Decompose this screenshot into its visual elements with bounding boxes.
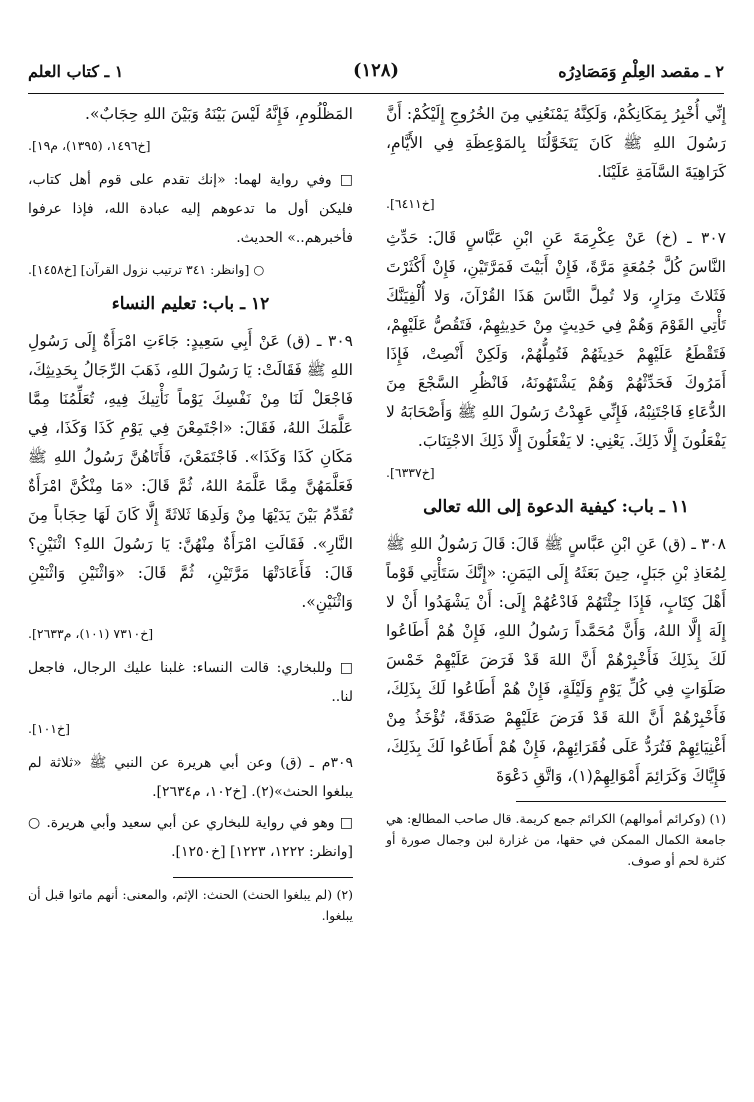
hadith-308: ٣٠٨ ـ (ق) عَنِ ابْنِ عَبَّاسٍ ﷺ قَالَ: قَالَ رَسُولُ اللهِ ﷺ لِمُعَاذِ بْنِ جَبَلٍ، حِينَ بَعَثَهُ إِلَى اليَمَنِ: «إِنَّكَ سَتَأْتِي قَوْماً أَهْلَ كِتَابٍ، فَإِذَا جِئْتَهُمْ فَادْعُهُمْ إِلَى: أَنْ يَشْهَدُوا أَنْ لا إِلَهَ إِلَّا اللهُ، وَأَنَّ مُحَمَّداً رَسُولُ اللهِ، فَإِنْ هُمْ أَطَاعُوا لَكَ بِذَلِكَ فَأَخْبِرْهُمْ أَنَّ اللهَ قَدْ فَرَضَ عَلَيْهِمْ خَمْسَ صَلَوَاتٍ فِي كُلِّ يَوْمٍ وَلَيْلَةٍ، فَإِنْ هُمْ أَطَاعُوا لَكَ بِذَلِكَ، فَأَخْبِرْهُمْ أَنَّ اللهَ قَدْ فَرَضَ عَلَيْهِمْ صَدَقَةً، تُؤْخَذُ مِنْ أَغْنِيَائِهِمْ فَتُرَدُّ عَلَى فُقَرَائِهِمْ، فَإِنْ هُمْ أَطَاعُوا لَكَ بِذَلِكَ، فَإِيَّاكَ وَكَرَائِمَ أَمْوَالِهِمْ(١)، وَاتَّقِ دَعْوَةَ [386,535,726,785]
page-number: (١٢٨) [352,60,400,81]
hadith-307: ٣٠٧ ـ (خ) عَنْ عِكْرِمَةَ عَنِ ابْنِ عَبَّاسٍ قَالَ: حَدِّثِ النَّاسَ كُلَّ جُمُعَةٍ مَرَّةً، فَإِنْ أَبَيْتَ فَمَرَّتَيْنِ، فَإِنْ أَكْثَرْتَ فَثَلاثَ مِرَارٍ، وَلا تُمِلَّ النَّاسَ هَذَا القُرْآنَ، وَلا أُلْفِيَنَّكَ تَأْتِي القَوْمَ وَهُمْ فِي حَدِيثٍ مِنْ حَدِيثِهِمْ، فَتَقُصُّ عَلَيْهِمْ، فَتَقْطَعُ عَلَيْهِمْ حَدِيثَهُمْ فَتُمِلُّهُمْ، وَلَكِنْ أَنْصِتْ، فَإِذَا أَمَرُوكَ فَحَدِّثْهُمْ وَهُمْ يَشْتَهُونَهُ، فَانْظُرِ السَّجْعَ مِنَ الدُّعَاءِ فَاجْتَنِبْهُ، فَإِنِّي عَهِدْتُ رَسُولَ اللهِ ﷺ وَأَصْحَابَهُ لا يَفْعَلُونَ إِلَّا ذَلِكَ. يَعْنِي: لا يَفْعَلُونَ إِلَّا ذَلِكَ الاجْتِنَابَ. [386,229,726,450]
right-column [386,100,726,871]
hadith-309: ٣٠٩ ـ (ق) عَنْ أَبِي سَعِيدٍ: جَاءَتِ امْرَأَةٌ إِلَى رَسُولِ اللهِ ﷺ فَقَالَتْ: يَا رَسُولَ اللهِ، ذَهَبَ الرِّجَالُ بِحَدِيثِكَ، فَاجْعَلْ لَنَا مِنْ نَفْسِكَ يَوْماً نَأْتِيكَ فِيهِ، تُعَلِّمُنَا مِمَّا عَلَّمَكَ اللهُ، فَقَالَ: «اجْتَمِعْنَ فِي يَوْمِ كَذَا وَكَذَا، فِي مَكَانِ كَذَا وَكَذَا». فَاجْتَمَعْنَ، فَأَتَاهُنَّ رَسُولُ اللهِ ﷺ فَعَلَّمَهُنَّ مِمَّا عَلَّمَهُ اللهُ، ثُمَّ قَالَ: «مَا مِنْكُنَّ امْرَأَةٌ تُقَدِّمُ بَيْنَ يَدَيْهَا مِنْ وَلَدِهَا ثَلاثَةً إِلَّا كَانَ لَهَا حِجَاباً مِنَ النَّارِ». فَقَالَتِ امْرَأَةٌ مِنْهُنَّ: يَا رَسُولَ اللهِ؟ اثْنَيْنِ؟ قَالَ: فَأَعَادَتْهَا مَرَّتَيْنِ، ثُمَّ قَالَ: «وَاثْنَيْنِ وَاثْنَيْنِ وَاثْنَيْنِ». [28,332,353,611]
bukhari-note: □ وللبخاري: قالت النساء: غلبنا عليك الرجال، فاجعل لنا.. [28,660,353,705]
header-divider [28,93,724,94]
riwaya-note: □ وفي رواية لهما: «إنك تقدم على قوم أهل كتاب، فليكن أول ما تدعوهم إليه عبادة الله، فإذا عرفوا فأخبرهم..» الحديث. [28,172,353,246]
left-column [28,100,353,926]
footnote: (٢) (لم يبلغوا الحنث) الحنث: الإثم، والمعنى: أنهم ماتوا قبل أن يبلغوا. [28,887,353,923]
page-header [28,58,724,92]
section-heading: ١٢ ـ باب: تعليم النساء [111,294,270,314]
hadith-309m: ٣٠٩م ـ (ق) وعن أبي هريرة عن النبي ﷺ «ثلاثة لم يبلغوا الحنث»(٢). [خ١٠٢، م٢٦٣٤]. [28,755,353,800]
footnote-divider [516,801,726,802]
reference: [خ١٤٩٦، (١٣٩٥)، م١٩]. [28,138,151,153]
header-book-title: ١ ـ كتاب العلم [28,62,124,81]
reference: [خ٧٣١٠ (١٠١)، م٢٦٣٣]. [28,626,154,641]
reference: ○ [وانظر: ٣٤١ ترتيب نزول القرآن] [خ١٤٥٨]. [28,262,265,277]
footnote: (١) (وكرائم أموالهم) الكرائم جمع كريمة. قال صاحب المطالع: هي جامعة الكمال الممكن في حقها، من غزارة لبن وجمال صورة أو كثرة لحم أو صوف. [386,811,726,868]
hadith-continuation: المَظْلُومِ، فَإِنَّهُ لَيْسَ بَيْنَهُ وَبَيْنَ اللهِ حِجَابٌ». [85,105,353,123]
reference: [خ٦٤١١]. [386,196,435,211]
reference: [خ١٠١]. [28,721,70,736]
header-chapter-title: ٢ ـ مقصد العِلْمِ وَمَصَادِرُه [558,62,724,81]
reference: [خ٦٣٣٧]. [386,465,435,480]
hadith-continuation: إِنِّي أُخْبِرُ بِمَكَانِكُمْ، وَلَكِنَّهُ يَمْنَعُنِي مِنَ الخُرُوجِ إِلَيْكُمْ: أَنَّ رَسُولَ اللهِ ﷺ كَانَ يَتَخَوَّلُنَا بِالمَوْعِظَةِ فِي الأَيَّامِ، كَرَاهِيَةَ السَّآمَةِ عَلَيْنَا. [386,105,726,181]
riwaya-note-2: □ وهو في رواية للبخاري عن أبي سعيد وأبي هريرة. ○ [وانظر: ١٢٢٢، ١٢٢٣] [خ١٢٥٠]. [28,815,353,860]
footnote-divider [173,877,353,878]
section-heading: ١١ ـ باب: كيفية الدعوة إلى الله تعالى [423,497,689,517]
